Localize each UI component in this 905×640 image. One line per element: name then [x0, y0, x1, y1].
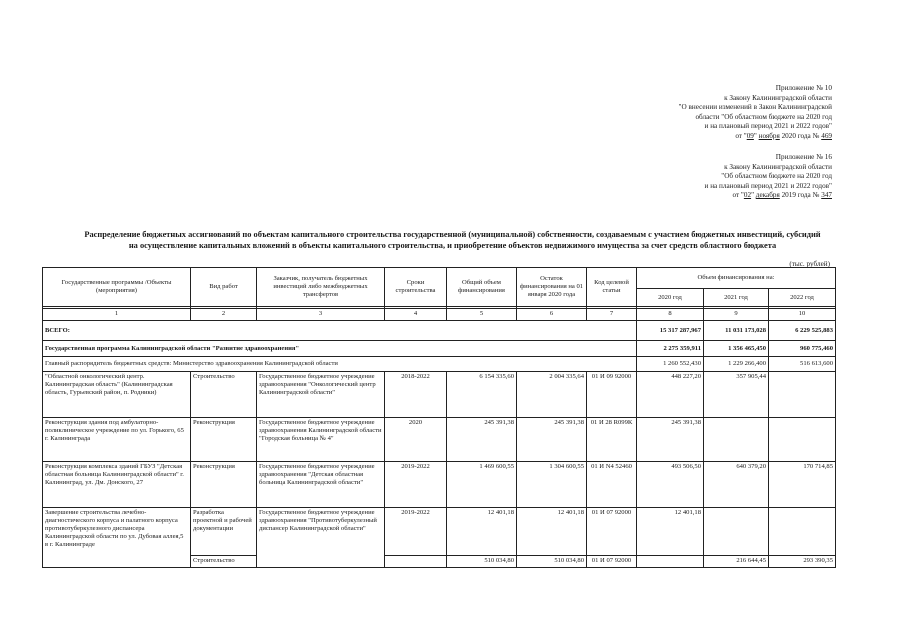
program-label: Государственная программа Калининградской области "Развитие здравоохранения"	[43, 341, 637, 357]
title-line: на осуществление капитальных вложений в объекты капитального строительства, и приобретение объектов недвижимого имущества за счет средств областного бюджета	[128, 241, 777, 250]
object-work: Строительство	[191, 372, 257, 418]
units-label: (тыс. рублей)	[789, 260, 830, 268]
program-2022: 960 775,460	[769, 341, 836, 357]
object-name: Завершение строительства лечебно-диагностического корпуса и палатного корпуса противотуберкулезного диспансера Калининградской области по ул. Дубовая аллея,5 в г. Калининграде	[43, 508, 191, 568]
program-row	[43, 341, 836, 357]
budget-table	[42, 267, 836, 568]
header-period: Сроки строительства	[385, 268, 447, 307]
appendix-16-line: и на плановый период 2021 и 2022 годов"	[704, 181, 832, 190]
object-period	[385, 556, 447, 568]
header-code: Код целевой статьи	[587, 268, 637, 307]
object-name: "Областной онкологический центр. Калининградская область" (Калининградская область, Гурьевский район, п. Родники)	[43, 372, 191, 418]
column-number: 9	[704, 309, 769, 321]
table-row	[43, 508, 836, 556]
header-2021: 2021 год	[704, 289, 769, 307]
header-customer: Заказчик, получатель бюджетных инвестиций либо межбюджетных трансфертов	[257, 268, 385, 307]
object-name: Реконструкция комплекса зданий ГБУЗ "Детская областная больница Калининградской области" г. Калининград, ул. Дм. Донского, 27	[43, 462, 191, 508]
column-number: 3	[257, 309, 385, 321]
object-2022	[769, 372, 836, 418]
object-period: 2019-2022	[385, 508, 447, 556]
object-2022: 293 390,35	[769, 556, 836, 568]
object-2020: 12 401,18	[637, 508, 704, 556]
total-2020: 15 317 287,967	[637, 321, 704, 341]
column-number: 2	[191, 309, 257, 321]
object-balance: 1 304 600,55	[517, 462, 587, 508]
column-number: 6	[517, 309, 587, 321]
appendix-16-date: от "02" декабря 2019 года № 347	[732, 191, 832, 200]
object-customer: Государственное бюджетное учреждение здравоохранения "Противотуберкулезный диспансер Калининградской области"	[257, 508, 385, 568]
header-program: Государственные программы /Объекты (мероприятия)	[43, 268, 191, 307]
object-total: 12 401,18	[447, 508, 517, 556]
appendix-10-date: от "09" ноября 2020 года № 469	[735, 131, 832, 140]
column-number: 7	[587, 309, 637, 321]
header-total: Общий объем финансирования	[447, 268, 517, 307]
appendix-10-line: к Закону Калининградской области	[724, 93, 832, 102]
column-number: 10	[769, 309, 836, 321]
column-number: 1	[43, 309, 191, 321]
table-row	[43, 372, 836, 418]
object-period: 2019-2022	[385, 462, 447, 508]
program-2020: 2 275 359,911	[637, 341, 704, 357]
object-2022: 170 714,85	[769, 462, 836, 508]
total-2021: 11 031 173,028	[704, 321, 769, 341]
object-2021	[704, 418, 769, 462]
object-balance: 12 401,18	[517, 508, 587, 556]
header-balance: Остаток финансирования на 01 января 2020 года	[517, 268, 587, 307]
object-2022	[769, 418, 836, 462]
object-period: 2020	[385, 418, 447, 462]
object-total: 6 154 335,60	[447, 372, 517, 418]
appendix-16-line: "Об областном бюджете на 2020 год	[721, 172, 832, 181]
appendix-16-block	[705, 153, 832, 201]
appendix-10-line: Приложение № 10	[775, 84, 832, 92]
object-balance: 2 004 335,64	[517, 372, 587, 418]
object-code: 01 И 07 92000	[587, 508, 637, 556]
object-name: Реконструкция здания под амбулаторно-поликлиническое учреждение по ул. Горького, 65 г. Калининграда	[43, 418, 191, 462]
object-2020	[637, 556, 704, 568]
object-2020: 493 506,50	[637, 462, 704, 508]
appendix-10-line: и на плановый период 2021 и 2022 годов"	[704, 122, 832, 131]
manager-row	[43, 357, 836, 372]
object-customer: Государственное бюджетное учреждение здравоохранения Калининградской области "Городская больница № 4"	[257, 418, 385, 462]
object-code: 01 И 28 R099К	[587, 418, 637, 462]
object-2021: 357 905,44	[704, 372, 769, 418]
object-2022	[769, 508, 836, 556]
header-row	[43, 268, 836, 289]
object-total: 510 034,80	[447, 556, 517, 568]
object-code: 01 И N4 52460	[587, 462, 637, 508]
total-row	[43, 321, 836, 341]
program-2021: 1 356 465,450	[704, 341, 769, 357]
object-balance: 510 034,80	[517, 556, 587, 568]
object-work: Реконструкция	[191, 462, 257, 508]
object-2020: 245 391,38	[637, 418, 704, 462]
object-balance: 245 391,38	[517, 418, 587, 462]
appendix-10-line: "О внесении изменений в Закон Калининградской	[678, 103, 832, 112]
object-customer: Государственное бюджетное учреждение здравоохранения "Онкологический центр Калининградской области"	[257, 372, 385, 418]
column-number: 4	[385, 309, 447, 321]
object-period: 2018-2022	[385, 372, 447, 418]
header-work-type: Вид работ	[191, 268, 257, 307]
object-work: Строительство	[191, 556, 257, 568]
header-2022: 2022 год	[769, 289, 836, 307]
manager-2021: 1 229 266,400	[704, 357, 769, 372]
column-number: 5	[447, 309, 517, 321]
manager-label: Главный распорядитель бюджетных средств: Министерство здравоохранения Калининградской области	[43, 357, 637, 372]
header-funding: Объем финансирования на:	[637, 268, 836, 289]
title-line: Распределение бюджетных ассигнований по объектам капитального строительства государственной (муниципальной) собственности, создаваемым с участием бюджетных инвестиций, субсидий	[84, 230, 821, 239]
object-total: 1 469 600,55	[447, 462, 517, 508]
object-2020: 448 227,20	[637, 372, 704, 418]
total-2022: 6 229 525,883	[769, 321, 836, 341]
total-label: ВСЕГО:	[43, 321, 637, 341]
manager-2022: 516 613,600	[769, 357, 836, 372]
appendix-16-line: Приложение № 16	[775, 153, 832, 161]
object-code: 01 И 07 92000	[587, 556, 637, 568]
object-code: 01 И 09 92000	[587, 372, 637, 418]
object-work: Разработка проектной и рабочей документации	[191, 508, 257, 556]
header-2020: 2020 год	[637, 289, 704, 307]
appendix-16-line: к Закону Калининградской области	[724, 162, 832, 171]
object-total: 245 391,38	[447, 418, 517, 462]
appendix-10-block	[679, 84, 832, 142]
manager-2020: 1 260 552,430	[637, 357, 704, 372]
object-work: Реконструкция	[191, 418, 257, 462]
table-row	[43, 418, 836, 462]
object-customer: Государственное бюджетное учреждение здравоохранения "Детская областная больница Калининградской области"	[257, 462, 385, 508]
object-2021	[704, 508, 769, 556]
appendix-10-line: области "Об областном бюджете на 2020 год	[695, 112, 832, 121]
object-2021: 640 379,20	[704, 462, 769, 508]
object-2021: 216 644,45	[704, 556, 769, 568]
table-row	[43, 462, 836, 508]
document-title	[40, 229, 865, 251]
column-numbers-row	[43, 309, 836, 321]
column-number: 8	[637, 309, 704, 321]
